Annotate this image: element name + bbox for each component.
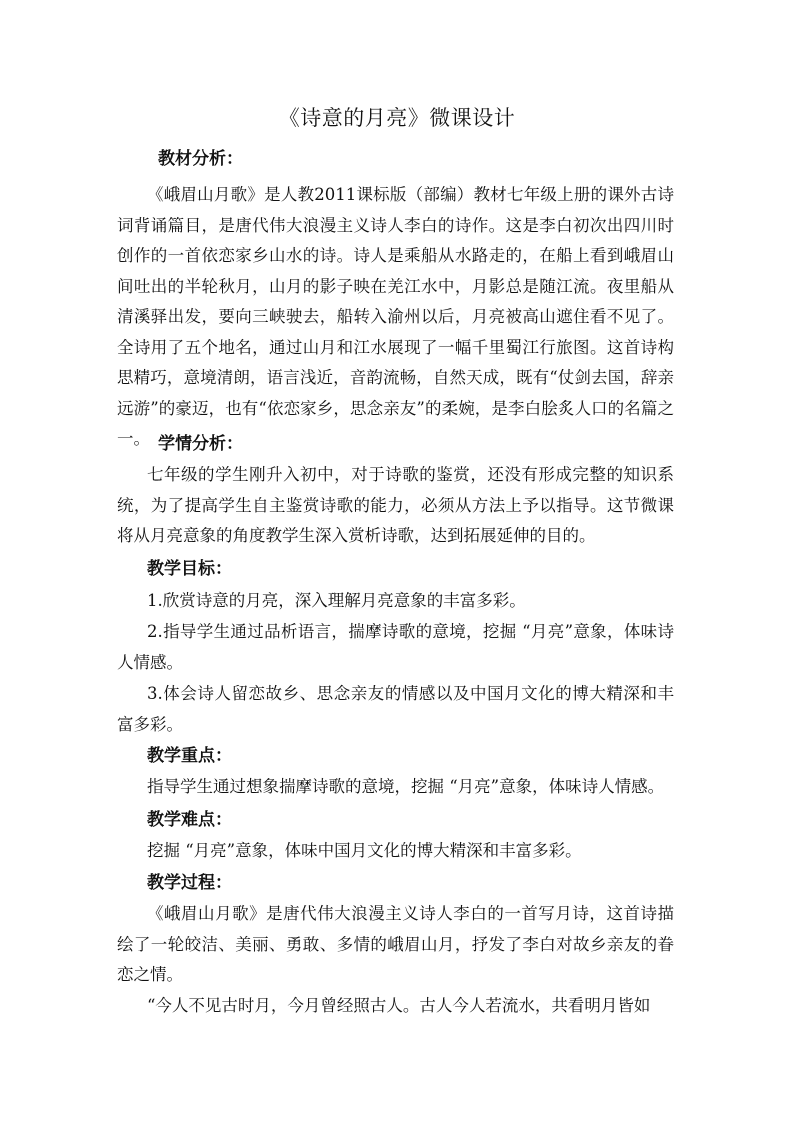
heading-difficulties: 教学难点： — [147, 810, 232, 830]
paragraph-material-analysis: 《峨眉山月歌》是人教2011课标版（部编）教材七年级上册的课外古诗词背诵篇目，是唐代伟大浪漫主义诗人李白的诗作。这是李白初次出四川时创作的一首依恋家乡山水的诗。诗人是乘船从水路走的，在船上看到峨眉山间吐出的半轮秋月，山月的影子映在羌江水中，月影总是随江流。夜里船从清溪驿出发，要向三峡驶去，船转入渝州以后，月亮被高山遮住看不见了。全诗用了五个地名，通过山月和江水展现了一幅千里蜀江行旅图。这首诗构思精巧，意境清朗，语言浅近，音韵流畅，自然天成，既有“仗剑去国，辞亲远游”的豪迈，也有“依恋家乡，思念亲友”的柔婉，是李白脍炙人口的名篇之一。 — [117, 185, 674, 448]
goal-item-2: 2.指导学生通过品析语言，揣摩诗歌的意境，挖掘 “月亮”意象，体味诗人情感。 — [117, 622, 674, 672]
goal-item-1: 1.欣赏诗意的月亮，深入理解月亮意象的丰富多彩。 — [147, 591, 526, 610]
paragraph-key-points: 指导学生通过想象揣摩诗歌的意境，挖掘 “月亮”意象，体味诗人情感。 — [147, 777, 665, 796]
heading-teaching-goals: 教学目标： — [147, 559, 232, 579]
goal-item-3: 3.体会诗人留恋故乡、思念亲友的情感以及中国月文化的博大精深和丰富多彩。 — [117, 684, 674, 734]
document-title: 《诗意的月亮》微课设计 — [278, 106, 516, 130]
heading-material-analysis: 教材分析： — [158, 149, 243, 169]
heading-process: 教学过程： — [147, 873, 232, 893]
paragraph-process-1: 《峨眉山月歌》是唐代伟大浪漫主义诗人李白的一首写月诗，这首诗描绘了一轮皎洁、美丽、勇敢、多情的峨眉山月，抒发了李白对故乡亲友的眷恋之情。 — [117, 904, 674, 984]
paragraph-student-analysis: 七年级的学生刚升入初中，对于诗歌的鉴赏，还没有形成完整的知识系统，为了提高学生自主鉴赏诗歌的能力，必须从方法上予以指导。这节微课将从月亮意象的角度教学生深入赏析诗歌，达到拓展延伸的目的。 — [117, 465, 674, 545]
heading-key-points: 教学重点： — [147, 746, 232, 766]
heading-student-analysis: 学情分析： — [158, 434, 243, 454]
paragraph-difficulties: 挖掘 “月亮”意象，体味中国月文化的博大精深和丰富多彩。 — [147, 841, 582, 860]
paragraph-process-2: “今人不见古时月，今月曾经照古人。古人今人若流水，共看明月皆如 — [147, 996, 651, 1015]
